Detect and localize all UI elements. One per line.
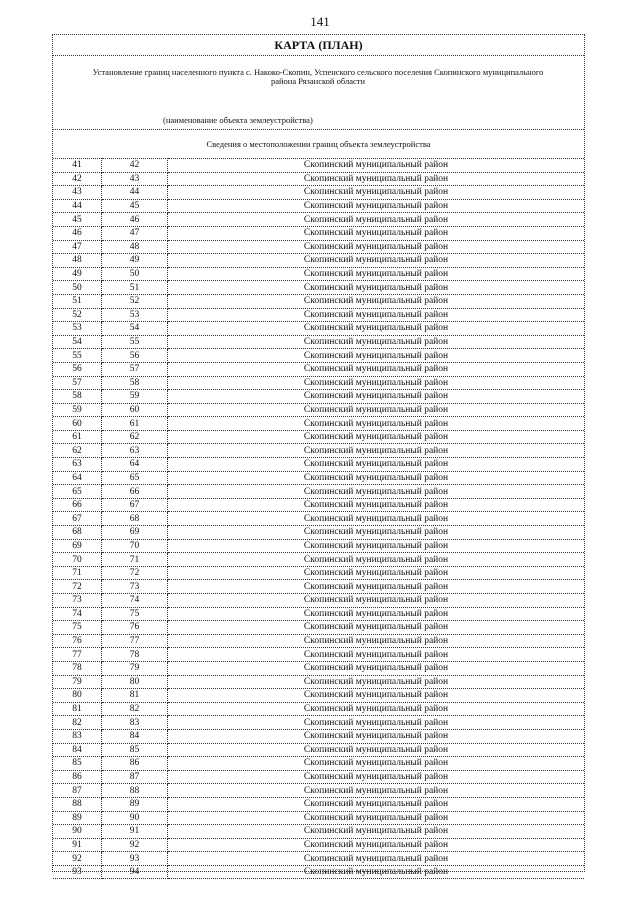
object-description: Установление границ населенного пункта с. Накоко-Скопин, Успенского сельского поселения Скопинского муниципального района Рязанской области [92,67,544,86]
boundary-description-cell: Скопинский муниципальный район [168,675,585,689]
point-to-cell: 54 [102,322,168,336]
table-row [53,403,584,417]
boundary-description-cell: Скопинский муниципальный район [168,743,585,757]
point-from-cell: 63 [53,458,102,472]
table-row [53,417,584,431]
point-to-cell: 60 [102,403,168,417]
point-from-cell: 47 [53,240,102,254]
table-row [53,838,584,852]
point-from-cell: 59 [53,403,102,417]
table-row [53,648,584,662]
table-row [53,825,584,839]
table-row [53,294,584,308]
table-row [53,172,584,186]
point-from-cell: 82 [53,716,102,730]
point-to-cell: 92 [102,838,168,852]
table-row [53,226,584,240]
point-from-cell: 48 [53,254,102,268]
boundary-description-cell: Скопинский муниципальный район [168,865,585,879]
point-from-cell: 64 [53,471,102,485]
point-from-cell: 51 [53,294,102,308]
boundary-description-cell: Скопинский муниципальный район [168,770,585,784]
point-to-cell: 46 [102,213,168,227]
point-to-cell: 42 [102,159,168,173]
point-from-cell: 86 [53,770,102,784]
point-from-cell: 79 [53,675,102,689]
point-to-cell: 93 [102,852,168,866]
table-row [53,580,584,594]
point-from-cell: 76 [53,634,102,648]
point-from-cell: 58 [53,390,102,404]
table-row [53,526,584,540]
table-row [53,267,584,281]
point-from-cell: 61 [53,430,102,444]
point-from-cell: 93 [53,865,102,879]
boundary-description-cell: Скопинский муниципальный район [168,362,585,376]
point-from-cell: 89 [53,811,102,825]
point-from-cell: 87 [53,784,102,798]
point-from-cell: 60 [53,417,102,431]
table-row [53,376,584,390]
table-row [53,594,584,608]
boundary-description-cell: Скопинский муниципальный район [168,498,585,512]
point-to-cell: 50 [102,267,168,281]
point-to-cell: 76 [102,621,168,635]
boundary-description-cell: Скопинский муниципальный район [168,648,585,662]
point-to-cell: 72 [102,566,168,580]
boundary-description-cell: Скопинский муниципальный район [168,852,585,866]
table-row [53,811,584,825]
boundary-description-cell: Скопинский муниципальный район [168,458,585,472]
point-from-cell: 70 [53,553,102,567]
point-to-cell: 85 [102,743,168,757]
boundary-description-cell: Скопинский муниципальный район [168,784,585,798]
boundary-description-cell: Скопинский муниципальный район [168,199,585,213]
boundary-description-cell: Скопинский муниципальный район [168,376,585,390]
table-row [53,159,584,173]
table-row [53,240,584,254]
point-from-cell: 72 [53,580,102,594]
point-from-cell: 84 [53,743,102,757]
boundary-description-cell: Скопинский муниципальный район [168,838,585,852]
table-row [53,308,584,322]
title-divider [53,55,584,56]
point-to-cell: 44 [102,186,168,200]
point-to-cell: 49 [102,254,168,268]
point-to-cell: 48 [102,240,168,254]
boundary-description-cell: Скопинский муниципальный район [168,825,585,839]
point-from-cell: 65 [53,485,102,499]
boundary-description-cell: Скопинский муниципальный район [168,349,585,363]
boundary-description-cell: Скопинский муниципальный район [168,226,585,240]
boundary-description-cell: Скопинский муниципальный район [168,335,585,349]
boundary-description-cell: Скопинский муниципальный район [168,797,585,811]
point-from-cell: 46 [53,226,102,240]
boundary-description-cell: Скопинский муниципальный район [168,172,585,186]
table-row [53,661,584,675]
point-to-cell: 90 [102,811,168,825]
table-row [53,743,584,757]
point-from-cell: 75 [53,621,102,635]
point-to-cell: 64 [102,458,168,472]
table-row [53,390,584,404]
point-to-cell: 67 [102,498,168,512]
table-row [53,322,584,336]
point-to-cell: 77 [102,634,168,648]
point-to-cell: 70 [102,539,168,553]
table-row [53,349,584,363]
table-row [53,757,584,771]
boundary-description-cell: Скопинский муниципальный район [168,417,585,431]
table-row [53,621,584,635]
boundary-description-cell: Скопинский муниципальный район [168,294,585,308]
boundary-table-body [53,159,584,879]
point-to-cell: 56 [102,349,168,363]
table-row [53,281,584,295]
point-to-cell: 80 [102,675,168,689]
point-from-cell: 85 [53,757,102,771]
point-from-cell: 57 [53,376,102,390]
boundary-description-cell: Скопинский муниципальный район [168,485,585,499]
point-to-cell: 65 [102,471,168,485]
point-from-cell: 80 [53,689,102,703]
point-from-cell: 43 [53,186,102,200]
boundary-description-cell: Скопинский муниципальный район [168,539,585,553]
table-row [53,865,584,879]
map-plan-frame [52,34,585,878]
table-row [53,539,584,553]
boundary-description-cell: Скопинский муниципальный район [168,634,585,648]
table-row [53,458,584,472]
table-row [53,186,584,200]
point-to-cell: 57 [102,362,168,376]
boundary-description-cell: Скопинский муниципальный район [168,607,585,621]
table-row [53,512,584,526]
point-from-cell: 41 [53,159,102,173]
point-from-cell: 77 [53,648,102,662]
point-from-cell: 83 [53,729,102,743]
point-to-cell: 69 [102,526,168,540]
boundary-description-cell: Скопинский муниципальный район [168,757,585,771]
boundary-description-cell: Скопинский муниципальный район [168,580,585,594]
table-row [53,444,584,458]
boundary-description-cell: Скопинский муниципальный район [168,594,585,608]
point-to-cell: 89 [102,797,168,811]
point-to-cell: 62 [102,430,168,444]
table-row [53,471,584,485]
point-to-cell: 53 [102,308,168,322]
table-row [53,716,584,730]
point-to-cell: 51 [102,281,168,295]
page-number: 141 [310,14,330,29]
point-to-cell: 55 [102,335,168,349]
boundary-description-cell: Скопинский муниципальный район [168,403,585,417]
point-from-cell: 92 [53,852,102,866]
point-to-cell: 84 [102,729,168,743]
point-from-cell: 81 [53,702,102,716]
point-to-cell: 87 [102,770,168,784]
boundary-description-cell: Скопинский муниципальный район [168,444,585,458]
point-to-cell: 73 [102,580,168,594]
boundary-description-cell: Скопинский муниципальный район [168,322,585,336]
table-row [53,553,584,567]
point-to-cell: 91 [102,825,168,839]
point-to-cell: 71 [102,553,168,567]
table-row [53,702,584,716]
point-to-cell: 45 [102,199,168,213]
point-to-cell: 81 [102,689,168,703]
point-to-cell: 86 [102,757,168,771]
point-to-cell: 88 [102,784,168,798]
table-row [53,729,584,743]
boundary-description-cell: Скопинский муниципальный район [168,240,585,254]
point-from-cell: 45 [53,213,102,227]
boundary-description-cell: Скопинский муниципальный район [168,512,585,526]
point-from-cell: 90 [53,825,102,839]
point-to-cell: 82 [102,702,168,716]
boundary-description-cell: Скопинский муниципальный район [168,729,585,743]
boundary-description-cell: Скопинский муниципальный район [168,186,585,200]
point-to-cell: 79 [102,661,168,675]
point-to-cell: 83 [102,716,168,730]
boundary-description-cell: Скопинский муниципальный район [168,553,585,567]
boundary-description-cell: Скопинский муниципальный район [168,526,585,540]
point-to-cell: 61 [102,417,168,431]
point-from-cell: 73 [53,594,102,608]
boundary-description-cell: Скопинский муниципальный район [168,702,585,716]
table-row [53,689,584,703]
boundary-description-cell: Скопинский муниципальный район [168,689,585,703]
point-from-cell: 91 [53,838,102,852]
table-row [53,797,584,811]
table-row [53,770,584,784]
boundary-description-cell: Скопинский муниципальный район [168,811,585,825]
point-to-cell: 52 [102,294,168,308]
boundary-description-cell: Скопинский муниципальный район [168,159,585,173]
point-from-cell: 78 [53,661,102,675]
point-from-cell: 71 [53,566,102,580]
point-from-cell: 52 [53,308,102,322]
point-to-cell: 63 [102,444,168,458]
point-from-cell: 42 [53,172,102,186]
point-from-cell: 54 [53,335,102,349]
table-row [53,675,584,689]
section-heading: Сведения о местоположении границ объекта землеустройства [206,139,431,149]
document-title: КАРТА (ПЛАН) [274,38,363,52]
object-name-caption: (наименование объекта землеустройства) [163,115,313,125]
point-to-cell: 47 [102,226,168,240]
boundary-description-cell: Скопинский муниципальный район [168,254,585,268]
boundary-description-cell: Скопинский муниципальный район [168,430,585,444]
point-to-cell: 94 [102,865,168,879]
table-row [53,852,584,866]
point-to-cell: 66 [102,485,168,499]
table-row [53,784,584,798]
point-from-cell: 53 [53,322,102,336]
boundary-description-cell: Скопинский муниципальный район [168,267,585,281]
point-to-cell: 78 [102,648,168,662]
table-row [53,362,584,376]
boundary-description-cell: Скопинский муниципальный район [168,471,585,485]
boundary-description-cell: Скопинский муниципальный район [168,716,585,730]
table-row [53,213,584,227]
point-from-cell: 49 [53,267,102,281]
point-from-cell: 88 [53,797,102,811]
caption-divider [53,129,584,130]
table-row [53,199,584,213]
point-from-cell: 74 [53,607,102,621]
point-to-cell: 75 [102,607,168,621]
point-to-cell: 74 [102,594,168,608]
boundary-description-cell: Скопинский муниципальный район [168,308,585,322]
point-from-cell: 56 [53,362,102,376]
boundary-description-cell: Скопинский муниципальный район [168,390,585,404]
boundary-description-cell: Скопинский муниципальный район [168,281,585,295]
table-row [53,498,584,512]
point-to-cell: 68 [102,512,168,526]
point-from-cell: 55 [53,349,102,363]
point-from-cell: 62 [53,444,102,458]
point-from-cell: 50 [53,281,102,295]
table-row [53,430,584,444]
point-from-cell: 66 [53,498,102,512]
table-row [53,566,584,580]
table-row [53,335,584,349]
point-from-cell: 68 [53,526,102,540]
table-row [53,254,584,268]
table-row [53,485,584,499]
point-from-cell: 69 [53,539,102,553]
point-to-cell: 59 [102,390,168,404]
table-row [53,607,584,621]
point-from-cell: 44 [53,199,102,213]
boundary-description-cell: Скопинский муниципальный район [168,661,585,675]
boundary-description-cell: Скопинский муниципальный район [168,621,585,635]
point-to-cell: 43 [102,172,168,186]
point-from-cell: 67 [53,512,102,526]
boundary-description-cell: Скопинский муниципальный район [168,566,585,580]
boundary-description-cell: Скопинский муниципальный район [168,213,585,227]
boundary-table [53,158,584,879]
table-row [53,634,584,648]
point-to-cell: 58 [102,376,168,390]
